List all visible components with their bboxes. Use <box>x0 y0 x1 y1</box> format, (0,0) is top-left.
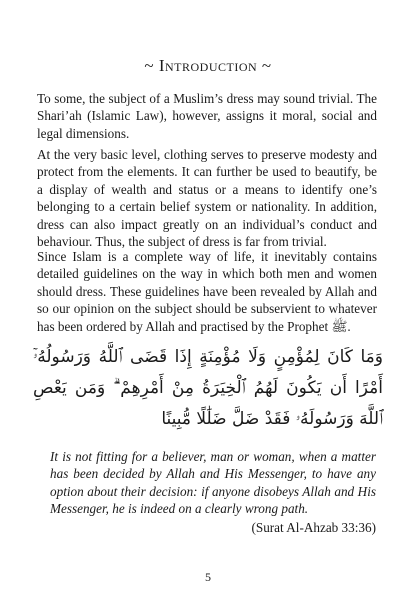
page-number: 5 <box>205 570 211 584</box>
paragraph-intro: To some, the subject of a Muslim’s dress may sound trivial. The Shari’ah (Islamic Law), however, assigns it moral, social and legal dimensions. <box>37 91 377 141</box>
verse-translation: It is not fitting for a believer, man or woman, when a matter has been decided by Allah and His Messenger, to have any option about their decision: if anyone disobeys Allah and His Messenger, he is indeed on a clearly wrong path. <box>50 449 376 517</box>
verse-reference: (Surat Al-Ahzab 33:36) <box>251 520 376 535</box>
paragraph-clothing: At the very basic level, clothing serves to preserve modesty and protect from the elements. It can further be used to beautify, be a display of wealth and status or a means to identify one’s belonging to a certain belief system or nationality. In addition, dress can also impact greatly on an individual’s conduct and behaviour. Thus, the subject of dress is far from trivial. <box>37 147 377 250</box>
paragraph-islam: Since Islam is a complete way of life, it inevitably contains detailed guidelines on the way in which both men and women should dress. These guidelines have been revealed by Allah and so our opinion on the subject should be subservient to whatever has been ordered by Allah and practised by the Prophet ﷺ. <box>37 249 377 334</box>
chapter-heading: ~ Introduction ~ <box>144 56 272 75</box>
arabic-verse: وَمَا كَانَ لِمُؤْمِنٍ وَلَا مُؤْمِنَةٍ إِذَا قَضَى ٱللَّهُ وَرَسُولُهُۥٓ أَمْرًا أَن يَكُونَ لَهُمُ ٱلْخِيَرَةُ مِنْ أَمْرِهِمْ ۗ وَمَن يَعْصِ ٱللَّهَ وَرَسُولَهُۥ فَقَدْ ضَلَّ ضَلَٰلًا مُّبِينًا <box>33 347 383 429</box>
